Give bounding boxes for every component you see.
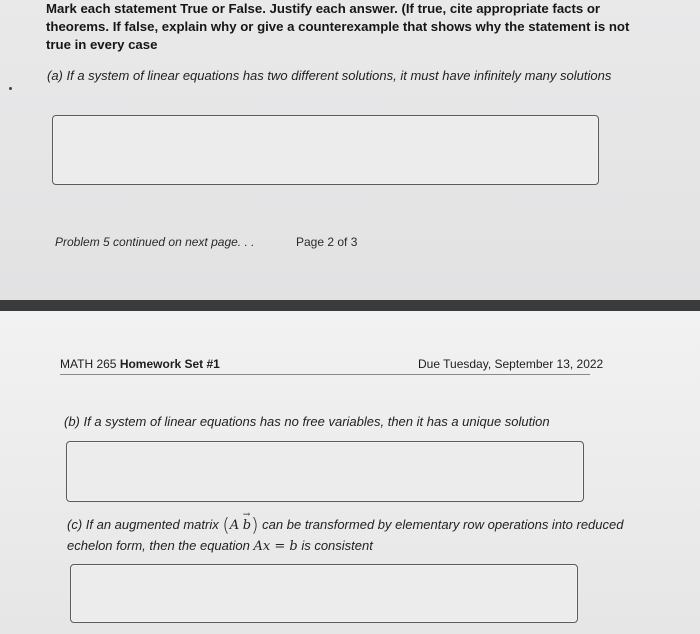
equation-ax-b: Ax = b <box>253 539 298 554</box>
header-rule <box>60 374 590 375</box>
matrix-open-paren: ( <box>222 514 230 536</box>
course-name: MATH 265 <box>60 357 117 371</box>
question-c-line2-prefix: echelon form, then the equation <box>67 538 250 553</box>
stray-mark <box>9 87 12 90</box>
question-a: (a) If a system of linear equations has two different solutions, it must have infinitely many solutions <box>47 68 612 83</box>
homework-set-title: Homework Set #1 <box>119 357 220 371</box>
matrix-b-vector: b → <box>242 510 252 533</box>
course-header <box>60 357 220 371</box>
answer-box-a[interactable] <box>52 115 599 185</box>
page-number: Page 2 of 3 <box>296 235 358 249</box>
question-c-line2 <box>67 538 373 554</box>
instructions-text: Mark each statement True or False. Justify each answer. (If true, cite appropriate facts or theorems. If false, explain why or give a counterexample that shows why the statement is not true in every case <box>46 1 630 52</box>
question-c-prefix: (c) If an augmented matrix <box>67 517 219 532</box>
due-date: Due Tuesday, September 13, 2022 <box>418 357 604 371</box>
matrix-close-paren: ) <box>251 514 259 536</box>
question-b: (b) If a system of linear equations has no free variables, then it has a unique solution <box>64 414 550 429</box>
question-c-suffix: can be transformed by elementary row operations into reduced <box>262 517 624 532</box>
answer-box-c[interactable] <box>70 564 578 623</box>
question-c-line1 <box>67 510 624 536</box>
matrix-a: A <box>229 518 240 533</box>
question-c-line2-suffix: is consistent <box>301 538 373 553</box>
answer-box-b[interactable] <box>66 441 584 502</box>
homework-page-top <box>0 0 700 300</box>
continued-note: Problem 5 continued on next page. . . <box>55 235 255 249</box>
